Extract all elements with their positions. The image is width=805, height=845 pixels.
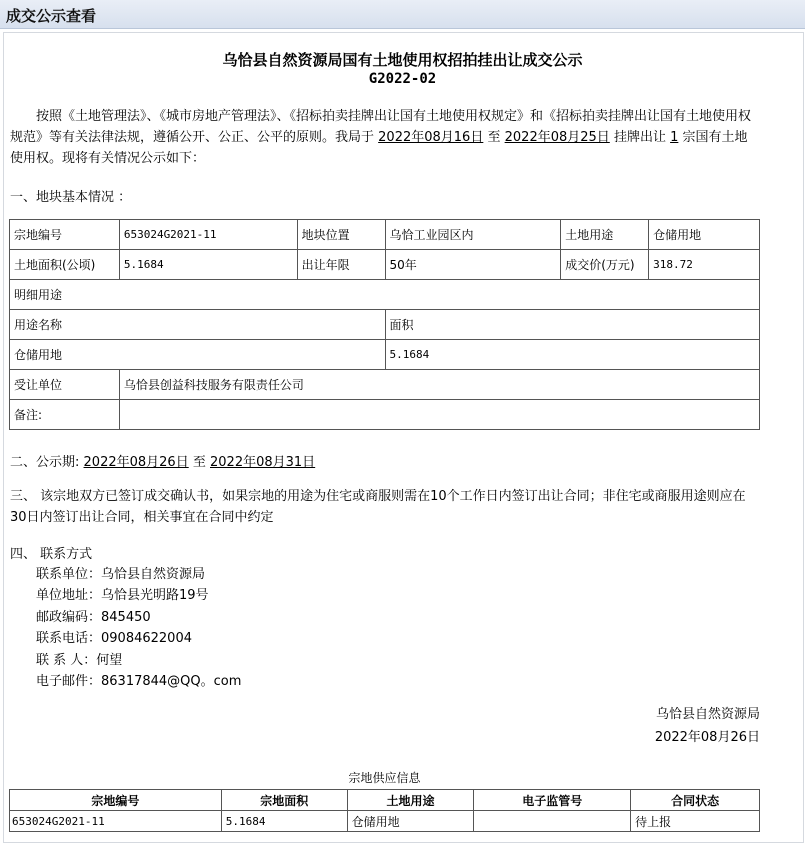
contact-phone: 联系电话：09084622004 bbox=[36, 631, 192, 647]
supply-cell: 5.1684 bbox=[221, 811, 347, 832]
table-row bbox=[10, 250, 760, 280]
remark-value bbox=[119, 400, 759, 430]
contact-unit: 联系单位：乌恰县自然资源局 bbox=[36, 567, 206, 582]
supply-header-row bbox=[10, 790, 760, 811]
grantee-value: 乌恰县创益科技服务有限责任公司 bbox=[119, 370, 759, 400]
parcel-count: 1 bbox=[670, 130, 679, 145]
basic-info-table bbox=[9, 219, 760, 430]
supply-header-cell: 宗地编号 bbox=[10, 790, 222, 811]
section-3: 三、 该宗地双方已签订成交确认书，如果宗地的用途为住宅或商服则需在10个工作日内签订出让合同；非住宅或商服用途则应在30日内签订出让合同，相关事宜在合同中约定 bbox=[10, 489, 746, 525]
section-1-heading: 一、地块基本情况 ： bbox=[10, 190, 132, 205]
supply-cell: 仓储用地 bbox=[347, 811, 474, 832]
section-2-to: 至 bbox=[192, 455, 206, 470]
publicity-start-date: 2022年08月26日 bbox=[83, 455, 189, 470]
publicity-end-date: 2022年08月31日 bbox=[210, 455, 316, 470]
use-name-value: 仓储用地 bbox=[10, 340, 386, 370]
location-label: 地块位置 bbox=[297, 220, 385, 250]
table-row bbox=[10, 220, 760, 250]
intro-to: 至 bbox=[487, 130, 501, 145]
document-code: G2022-02 bbox=[368, 71, 437, 87]
supply-cell: 653024G2021-11 bbox=[10, 811, 222, 832]
table-row bbox=[10, 370, 760, 400]
page-title: 成交公示查看 bbox=[6, 7, 97, 25]
area2-label: 面积 bbox=[385, 310, 760, 340]
area-value: 5.1684 bbox=[119, 250, 297, 280]
document-title: 乌恰县自然资源局国有土地使用权招拍挂出让成交公示 bbox=[222, 51, 583, 69]
supply-header-cell: 电子监管号 bbox=[474, 790, 631, 811]
contact-person: 联 系 人：何望 bbox=[36, 652, 123, 668]
header-bar bbox=[0, 0, 805, 29]
price-label: 成交价(万元) bbox=[561, 250, 649, 280]
table-row bbox=[10, 340, 760, 370]
supply-cell bbox=[474, 811, 631, 832]
price-value: 318.72 bbox=[649, 250, 760, 280]
use-label: 土地用途 bbox=[561, 220, 649, 250]
detail-use-label: 明细用途 bbox=[10, 280, 760, 310]
intro-text-3: 宗国有土地使用权。现将有关情况公示如下： bbox=[10, 130, 748, 166]
contact-address: 单位地址：乌恰县光明路19号 bbox=[36, 588, 209, 604]
table-row bbox=[10, 280, 760, 310]
location-value: 乌恰工业园区内 bbox=[385, 220, 561, 250]
area-label: 土地面积(公顷) bbox=[10, 250, 120, 280]
term-label: 出让年限 bbox=[297, 250, 385, 280]
supply-cell: 待上报 bbox=[631, 811, 760, 832]
section-2-label: 二、公示期: bbox=[10, 455, 80, 470]
supply-caption: 宗地供应信息 bbox=[348, 771, 421, 785]
remark-label: 备注: bbox=[10, 400, 120, 430]
table-row bbox=[10, 400, 760, 430]
listing-end-date: 2022年08月25日 bbox=[504, 130, 610, 145]
supply-table bbox=[9, 789, 760, 832]
signature-block bbox=[655, 703, 760, 749]
table-row bbox=[10, 811, 760, 832]
use-name-label: 用途名称 bbox=[10, 310, 386, 340]
term-value: 50年 bbox=[385, 250, 561, 280]
code-value: 653024G2021-11 bbox=[119, 220, 297, 250]
use-value: 仓储用地 bbox=[649, 220, 760, 250]
supply-header-cell: 宗地面积 bbox=[221, 790, 347, 811]
signature-org: 乌恰县自然资源局 bbox=[655, 707, 760, 722]
section-4-heading: 四、 联系方式 bbox=[10, 547, 93, 562]
contact-block bbox=[36, 564, 241, 692]
contact-email: 电子邮件：86317844@QQ。com bbox=[36, 674, 242, 690]
intro-paragraph bbox=[10, 106, 760, 169]
area2-value: 5.1684 bbox=[385, 340, 760, 370]
intro-text-2: 挂牌出让 bbox=[613, 130, 666, 145]
signature-date: 2022年08月26日 bbox=[654, 730, 760, 745]
section-2 bbox=[10, 451, 315, 470]
table-row bbox=[10, 310, 760, 340]
intro-text-1: 按照《土地管理法》、《城市房地产管理法》、《招标拍卖挂牌出让国有土地使用权规定》和《招标拍卖挂牌出让国有土地使用权规范》等有关法律法规，遵循公开、公正、公平的原则。我局于 bbox=[10, 109, 752, 145]
contact-postcode: 邮政编码：845450 bbox=[36, 609, 151, 625]
supply-header-cell: 合同状态 bbox=[631, 790, 760, 811]
grantee-label: 受让单位 bbox=[10, 370, 120, 400]
supply-header-cell: 土地用途 bbox=[347, 790, 474, 811]
listing-start-date: 2022年08月16日 bbox=[378, 130, 484, 145]
code-label: 宗地编号 bbox=[10, 220, 120, 250]
